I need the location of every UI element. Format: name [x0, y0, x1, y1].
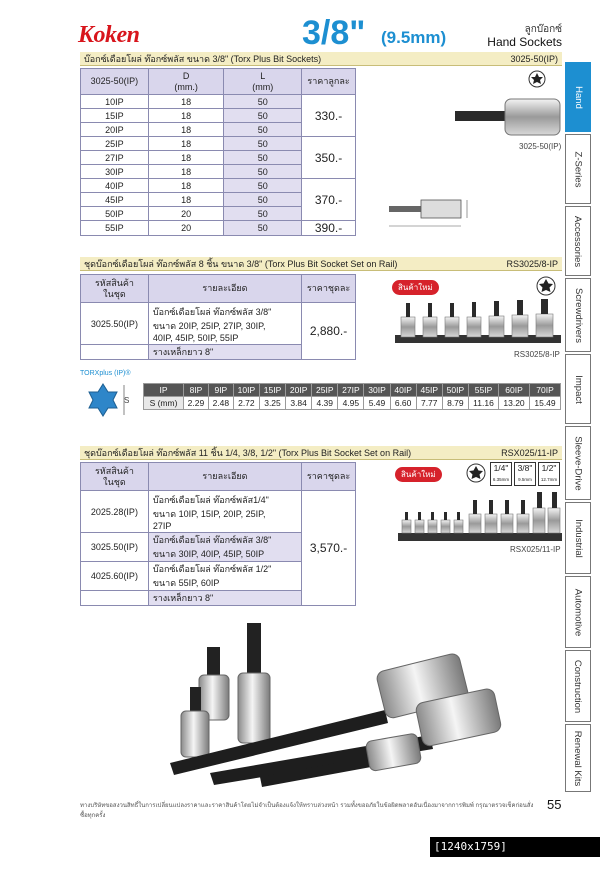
section3-image-caption: RSX025/11-IP	[510, 545, 561, 554]
section1-table	[80, 68, 356, 236]
page-title-size: 3/8"	[302, 14, 366, 52]
col-model: 3025-50(IP)	[81, 69, 149, 95]
koken-logo: Koken	[78, 22, 140, 48]
section1-code: 3025-50(IP)	[510, 54, 558, 64]
table-row: 27IP 18 50	[81, 151, 356, 165]
watermark: [1240x1759] https://upic.me/	[430, 837, 600, 857]
table-row: 15IP 18 50	[81, 109, 356, 123]
section3-table	[80, 462, 356, 606]
table-row: 40IP 18 50 370.-	[81, 179, 356, 193]
torx-star-icon	[533, 275, 559, 297]
socket-set-11-image	[398, 490, 562, 544]
price-cell: 370.-	[302, 179, 356, 221]
bit-socket-image	[455, 95, 565, 140]
new-badge: สินค้าใหม่	[395, 467, 442, 482]
col-d: D (mm.)	[148, 69, 224, 95]
footer-note: ทางบริษัทขอสงวนสิทธิ์ในการเปลี่ยนแปลงราคาและราคาสินค้าโดยไม่จำเป็นต้องแจ้งให้ทราบล่วงหน้า รวมทั้งขออภัยในข้อผิดพลาดอันเนื่องมาจากการพิมพ์ กรุณาตรวจเช็คก่อนสั่งซื้อทุกครั้ง	[80, 803, 534, 819]
rail-cell: รางเหล็กยาว 8"	[148, 345, 301, 360]
tab-industrial[interactable]: Industrial	[565, 502, 591, 574]
page-title-mm: (9.5mm)	[381, 28, 447, 47]
col-detail: รายละเอียด	[148, 275, 301, 303]
torx-star-icon	[463, 462, 489, 484]
page-number: 55	[547, 797, 562, 812]
table-row: 45IP 18 50	[81, 193, 356, 207]
col-l: L (mm)	[224, 69, 302, 95]
price-cell: 330.-	[302, 95, 356, 137]
table-row: 30IP 18 50	[81, 165, 356, 179]
price-cell: 350.-	[302, 137, 356, 179]
socket-set-rail-image	[395, 297, 561, 347]
tab-impact[interactable]: Impact	[565, 354, 591, 424]
section1-title: บ๊อกซ์เดือยโผล่ ท๊อกซ์พลัส ขนาด 3/8" (Torx Plus Bit Sockets)	[84, 54, 322, 64]
detail-cell: บ๊อกซ์เดือยโผล่ ท๊อกซ์พลัส 3/8" ขนาด 20IP, 25IP, 27IP, 30IP, 40IP, 45IP, 50IP, 55IP	[148, 303, 301, 345]
section3-code: RSX025/11-IP	[501, 448, 558, 458]
price-cell: 3,570.-	[302, 491, 356, 606]
price-cell: 390.-	[302, 221, 356, 236]
col-price: ราคาชุดละ	[302, 463, 356, 491]
drive-label-1-4: 1/4" 6.35mm	[490, 462, 512, 486]
table-row: 3025.50(IP) บ๊อกซ์เดือยโผล่ ท๊อกซ์พลัส 3/8" ขนาด 30IP, 40IP, 45IP, 50IP	[81, 533, 356, 562]
new-badge: สินค้าใหม่	[392, 280, 439, 295]
drive-label-3-8: 3/8" 9.5mm	[514, 462, 536, 486]
dimension-diagram	[385, 190, 473, 232]
header-eng-title: Hand Sockets	[487, 35, 562, 49]
section2-title: ชุดบ๊อกซ์เดือยโผล่ ท๊อกซ์พลัส 8 ชิ้น ขนาด 3/8" (Torx Plus Bit Socket Set on Rail)	[84, 259, 398, 269]
col-detail: รายละเอียด	[148, 463, 301, 491]
section2-code: RS3025/8-IP	[506, 259, 558, 269]
col-price: ราคาลูกละ	[302, 69, 356, 95]
category-tabs	[565, 62, 591, 792]
rail-cell: รางเหล็กยาว 8"	[148, 591, 301, 606]
table-row: 55IP 20 50 390.-	[81, 221, 356, 236]
table-row: 25IP 18 50 350.-	[81, 137, 356, 151]
section3-bar	[80, 446, 562, 460]
section3-title: ชุดบ๊อกซ์เดือยโผล่ ท๊อกซ์พลัส 11 ชิ้น 1/4, 3/8, 1/2" (Torx Plus Bit Socket Set on Rail)	[84, 448, 412, 458]
section2-table	[80, 274, 356, 360]
size-table	[143, 383, 561, 410]
tab-sleeve-drive[interactable]: Sleeve-Drive	[565, 426, 591, 500]
ip-row: IP 8IP 9IP 10IP 15IP 20IP 25IP 27IP 30IP 40IP 45IP 50IP 55IP 60IP 70IP	[144, 384, 561, 397]
col-price: ราคาชุดละ	[302, 275, 356, 303]
s-row: S (mm) 2.29 2.48 2.72 3.25 3.84 4.39 4.95 5.49 6.60 7.77 8.79 11.16 13.20 15.49	[144, 397, 561, 410]
product-photo	[150, 615, 550, 790]
tab-accessories[interactable]: Accessories	[565, 206, 591, 276]
col-code: รหัสสินค้า ในชุด	[81, 463, 149, 491]
model-cell: 3025.50(IP)	[81, 303, 149, 345]
table-row: 20IP 18 50	[81, 123, 356, 137]
table-row: 4025.60(IP) บ๊อกซ์เดือยโผล่ ท๊อกซ์พลัส 1/2" ขนาด 55IP, 60IP	[81, 562, 356, 591]
tab-z-series[interactable]: Z-Series	[565, 134, 591, 204]
section1-bar	[80, 52, 562, 66]
tab-renewal-kits[interactable]: Renewal Kits	[565, 724, 591, 792]
section1-image-caption: 3025-50(IP)	[519, 142, 562, 151]
torx-star-icon	[490, 68, 550, 90]
section2-image-caption: RS3025/8-IP	[514, 350, 560, 359]
torx-plus-label: TORXplus (IP)®	[80, 370, 131, 377]
header-thai-title: ลูกบ๊อกซ์	[524, 24, 562, 35]
tab-hand[interactable]: Hand	[565, 62, 591, 132]
tab-screwdrivers[interactable]: Screwdrivers	[565, 278, 591, 352]
table-row: 50IP 20 50	[81, 207, 356, 221]
table-row: 10IP 18 50 330.-	[81, 95, 356, 109]
s-label: S	[124, 396, 130, 405]
col-code: รหัสสินค้า ในชุด	[81, 275, 149, 303]
price-cell: 2,880.-	[302, 303, 356, 360]
section2-bar	[80, 257, 562, 271]
tab-construction[interactable]: Construction	[565, 650, 591, 722]
drive-label-1-2: 1/2" 12.7mm	[538, 462, 560, 486]
table-row	[81, 303, 356, 345]
table-row: 2025.28(IP) บ๊อกซ์เดือยโผล่ ท๊อกซ์พลัส1/4" ขนาด 10IP, 15IP, 20IP, 25IP, 27IP 3,570.-	[81, 491, 356, 533]
drive-size-labels	[490, 462, 560, 486]
tab-automotive[interactable]: Automotive	[565, 576, 591, 648]
